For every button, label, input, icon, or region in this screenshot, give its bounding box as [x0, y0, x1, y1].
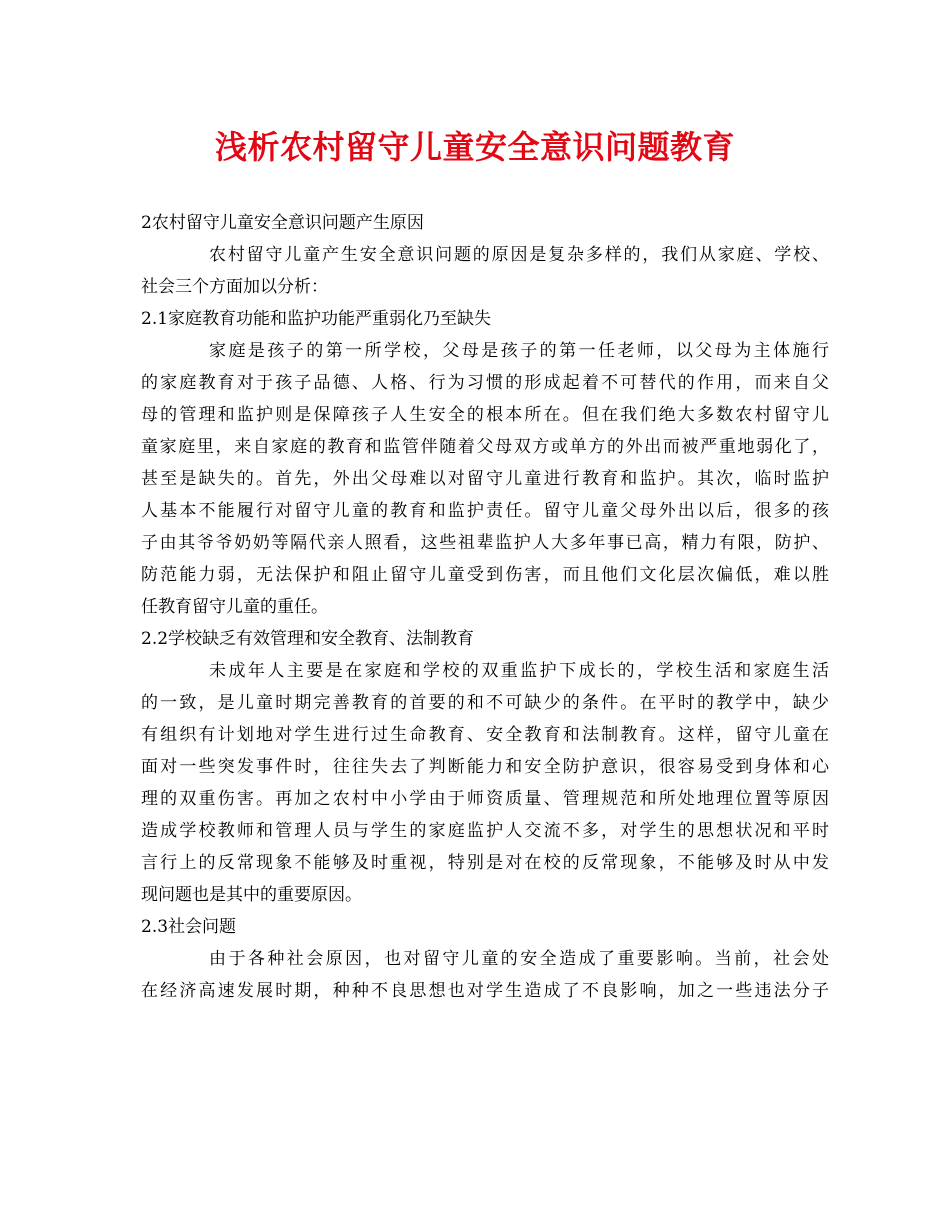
paragraph-line: 农村留守儿童产生安全意识问题的原因是复杂多样的，我们从家庭、学校、 — [209, 245, 829, 265]
paragraph-line: 言行上的反常现象不能够及时重视，特别是对在校的反常现象，不能够及时从中发 — [141, 853, 829, 873]
paragraph-line: 童家庭里，来自家庭的教育和监管伴随着父母双方或单方的外出而被严重地弱化了， — [141, 437, 829, 457]
paragraph-line: 母的管理和监护则是保障孩子人生安全的根本所在。但在我们绝大多数农村留守儿 — [141, 405, 829, 425]
paragraph-line: 有组织有计划地对学生进行过生命教育、安全教育和法制教育。这样，留守儿童在 — [141, 725, 829, 745]
paragraph-line: 家庭是孩子的第一所学校，父母是孩子的第一任老师，以父母为主体施行 — [209, 341, 829, 361]
paragraph-line: 防范能力弱，无法保护和阻止留守儿童受到伤害，而且他们文化层次偏低，难以胜 — [141, 565, 829, 585]
document-title: 浅析农村留守儿童安全意识问题教育 — [214, 128, 735, 166]
paragraph-line: 理的双重伤害。再加之农村中小学由于师资质量、管理规范和所处地理位置等原因 — [141, 789, 829, 809]
paragraph-line: 的一致，是儿童时期完善教育的首要的和不可缺少的条件。在平时的教学中，缺少 — [141, 693, 829, 713]
paragraph-line: 任教育留守儿童的重任。 — [141, 597, 328, 617]
paragraph-line: 子由其爷爷奶奶等隔代亲人照看，这些祖辈监护人大多年事已高，精力有限，防护、 — [141, 533, 829, 553]
section-heading-2-2: 2.2学校缺乏有效管理和安全教育、法制教育 — [141, 629, 475, 649]
paragraph-line: 甚至是缺失的。首先，外出父母难以对留守儿童进行教育和监护。其次，临时监护 — [141, 469, 829, 489]
section-heading-2-3: 2.3社会问题 — [141, 917, 237, 937]
paragraph-line: 人基本不能履行对留守儿童的教育和监护责任。留守儿童父母外出以后，很多的孩 — [141, 501, 829, 521]
paragraph-line: 由于各种社会原因，也对留守儿童的安全造成了重要影响。当前，社会处 — [209, 949, 829, 969]
paragraph-line: 面对一些突发事件时，往往失去了判断能力和安全防护意识，很容易受到身体和心 — [141, 757, 829, 777]
paragraph-line: 未成年人主要是在家庭和学校的双重监护下成长的，学校生活和家庭生活 — [209, 661, 829, 681]
section-heading-2-1: 2.1家庭教育功能和监护功能严重弱化乃至缺失 — [141, 309, 492, 329]
paragraph-line: 的家庭教育对于孩子品德、人格、行为习惯的形成起着不可替代的作用，而来自父 — [141, 373, 829, 393]
paragraph-line: 现问题也是其中的重要原因。 — [141, 885, 362, 905]
section-heading-2: 2农村留守儿童安全意识问题产生原因 — [141, 213, 424, 233]
document-body — [141, 207, 829, 1007]
paragraph-line: 造成学校教师和管理人员与学生的家庭监护人交流不多，对学生的思想状况和平时 — [141, 821, 829, 841]
paragraph-line: 在经济高速发展时期，种种不良思想也对学生造成了不良影响，加之一些违法分子 — [141, 981, 829, 1001]
paragraph-line: 社会三个方面加以分析： — [141, 277, 328, 297]
